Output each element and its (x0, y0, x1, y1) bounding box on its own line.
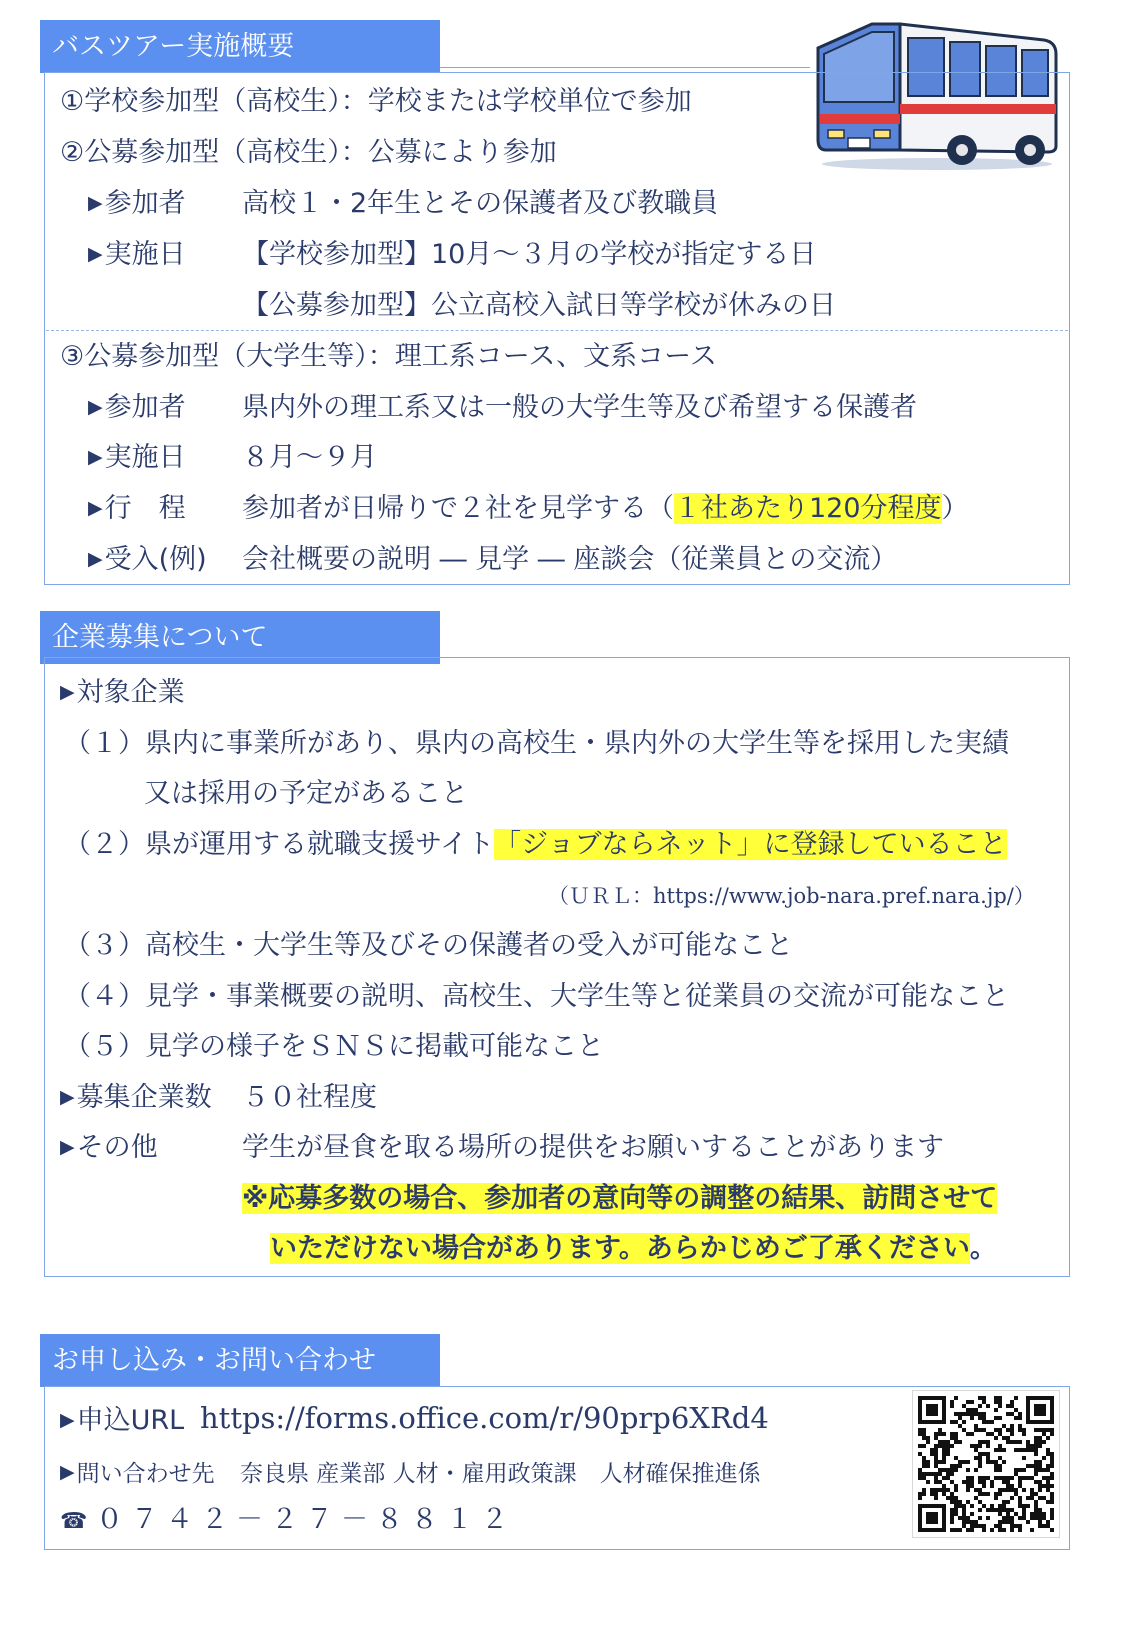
triangle-right-icon: ▶ (60, 681, 75, 703)
section-divider (46, 330, 1068, 331)
notice-line-2: いただけない場合があります。あらかじめご了承ください。 (270, 1233, 997, 1264)
triangle-right-icon: ▶ (88, 446, 103, 468)
highlight-duration: １社あたり120分程度 (674, 493, 942, 524)
triangle-right-icon: ▶ (88, 497, 103, 519)
date2-label: ▶実施日 (88, 442, 186, 473)
triangle-right-icon: ▶ (60, 1086, 75, 1108)
triangle-right-icon: ▶ (88, 192, 103, 214)
participants-value: 高校１・2年生とその保護者及び教職員 (242, 188, 719, 219)
participants2-value: 県内外の理工系又は一般の大学生等及び希望する保護者 (242, 392, 917, 423)
section-header-company-recruitment: 企業募集について (40, 611, 440, 664)
date-value-public: 【公募参加型】公立高校入試日等学校が休みの日 (242, 290, 836, 321)
qr-code[interactable] (912, 1390, 1060, 1538)
company-count-value: ５０社程度 (242, 1082, 377, 1113)
reception-value: 会社概要の説明 ― 見学 ― 座談会（従業員との交流） (242, 544, 898, 575)
other-label: ▶その他 (60, 1132, 158, 1163)
triangle-right-icon: ▶ (88, 396, 103, 418)
triangle-right-icon: ▶ (60, 1409, 75, 1431)
requirement-1-cont: 又は採用の予定があること (144, 778, 468, 809)
requirement-4: （４）見学・事業概要の説明、高校生、大学生等と従業員の交流が可能なこと (64, 981, 1009, 1012)
itinerary-label: ▶行 程 (88, 493, 186, 524)
itinerary-value: 参加者が日帰りで２社を見学する（１社あたり120分程度） (242, 493, 969, 524)
requirement-3: （３）高校生・大学生等及びその保護者の受入が可能なこと (64, 930, 793, 961)
contact-label: ▶問い合わせ先 (60, 1461, 215, 1487)
phone-icon: ☎ (60, 1509, 88, 1534)
header-underline (440, 67, 810, 68)
section-header-application: お申し込み・お問い合わせ (40, 1334, 440, 1387)
notice-line-1: ※応募多数の場合、参加者の意向等の調整の結果、訪問させて (242, 1183, 998, 1214)
phone-number: ０７４２－２７－８８１２ (96, 1504, 516, 1535)
reception-label: ▶受入(例) (88, 544, 207, 575)
school-type-line: ①学校参加型（高校生）：学校または学校単位で参加 (60, 86, 692, 117)
apply-url-link[interactable]: https://forms.office.com/r/90prp6XRd4 (200, 1401, 769, 1435)
date-value-school: 【学校参加型】10月～３月の学校が指定する日 (242, 239, 817, 270)
triangle-right-icon: ▶ (88, 243, 103, 265)
requirement-5: （５）見学の様子をＳＮＳに掲載可能なこと (64, 1031, 604, 1062)
section-header-bus-tour: バスツアー実施概要 (40, 20, 440, 73)
target-label: ▶対象企業 (60, 677, 185, 708)
date-label: ▶実施日 (88, 239, 186, 270)
contact-value: 奈良県 産業部 人材・雇用政策課 人材確保推進係 (240, 1461, 761, 1487)
phone-row (60, 1500, 516, 1540)
highlight-job-nara: 「ジョブならネット」に登録していること (494, 829, 1007, 860)
public-type-line: ②公募参加型（高校生）：公募により参加 (60, 137, 557, 168)
requirement-1: （１）県内に事業所があり、県内の高校生・県内外の大学生等を採用した実績 (64, 728, 1009, 759)
other-value: 学生が昼食を取る場所の提供をお願いすることがあります (242, 1132, 944, 1163)
job-nara-url-link[interactable]: https://www.job-nara.pref.nara.jp/ (653, 884, 1014, 908)
participants2-label: ▶参加者 (88, 392, 186, 423)
triangle-right-icon: ▶ (88, 548, 103, 570)
company-count-label: ▶募集企業数 (60, 1082, 212, 1113)
triangle-right-icon: ▶ (60, 1136, 75, 1158)
date2-value: ８月～９月 (242, 442, 377, 473)
triangle-right-icon: ▶ (60, 1461, 75, 1483)
university-type-line: ③公募参加型（大学生等）：理工系コース、文系コース (60, 341, 717, 372)
requirement-2: （２）県が運用する就職支援サイト「ジョブならネット」に登録していること (64, 829, 1007, 860)
job-nara-url: （ＵＲＬ：https://www.job-nara.pref.nara.jp/） (548, 884, 1035, 908)
participants-label: ▶参加者 (88, 188, 186, 219)
apply-url-label: ▶申込URL (60, 1405, 185, 1436)
